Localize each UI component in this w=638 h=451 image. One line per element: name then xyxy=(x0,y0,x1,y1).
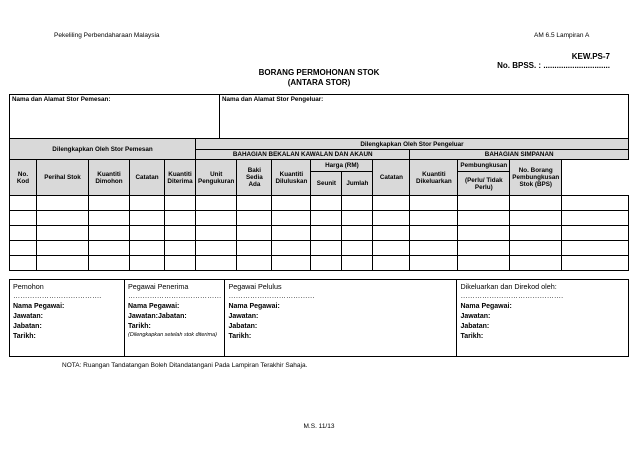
item-cell[interactable] xyxy=(272,241,311,256)
item-cell[interactable] xyxy=(130,211,165,226)
group-header-issuer: Dilengkapkan Oleh Stor Pengeluar xyxy=(196,139,629,150)
penerima-note: (Dilengkapkan setelah stok diterima) xyxy=(128,332,217,338)
col-kuantiti-dikeluarkan: Kuantiti Dikeluarkan xyxy=(410,160,458,196)
item-cell[interactable] xyxy=(311,226,342,241)
item-cell[interactable] xyxy=(410,196,458,211)
item-cell[interactable] xyxy=(10,196,37,211)
item-cell[interactable] xyxy=(410,226,458,241)
item-cell[interactable] xyxy=(510,196,562,211)
form-title xyxy=(0,68,638,88)
item-cell[interactable] xyxy=(196,226,237,241)
pemohon-nama: Nama Pegawai: xyxy=(13,303,65,310)
item-cell[interactable] xyxy=(89,226,130,241)
col-unit-pengukuran: Unit Pengukuran xyxy=(196,160,237,196)
item-cell[interactable] xyxy=(562,211,629,226)
penerima-block[interactable] xyxy=(125,280,225,357)
item-cell[interactable] xyxy=(165,241,196,256)
penerima-title: Pegawai Penerima xyxy=(128,282,189,291)
title-line-2: (ANTARA STOR) xyxy=(287,78,351,87)
item-cell[interactable] xyxy=(410,241,458,256)
item-cell[interactable] xyxy=(562,226,629,241)
item-cell[interactable] xyxy=(130,256,165,271)
item-cell[interactable] xyxy=(196,256,237,271)
item-cell[interactable] xyxy=(311,241,342,256)
item-cell[interactable] xyxy=(373,211,410,226)
stock-items-table xyxy=(9,138,629,271)
pelulus-title: Pegawai Pelulus xyxy=(228,282,282,291)
item-cell[interactable] xyxy=(311,256,342,271)
col-kuantiti-dimohon: Kuantiti Dimohon xyxy=(89,160,130,196)
item-cell[interactable] xyxy=(10,211,37,226)
pemohon-signature-line: ………………………………. xyxy=(13,291,102,300)
pelulus-block[interactable] xyxy=(225,280,457,357)
bpss-number-field[interactable]: No. BPSS. : .............................. xyxy=(497,61,610,70)
col-kuantiti-diluluskan: Kuantiti Diluluskan xyxy=(272,160,311,196)
col-catatan-2: Catatan xyxy=(373,160,410,196)
col-seunit: Seunit xyxy=(311,172,342,196)
signature-table xyxy=(9,279,629,357)
item-cell[interactable] xyxy=(196,211,237,226)
section-supply-control: BAHAGIAN BEKALAN KAWALAN DAN AKAUN xyxy=(196,150,410,160)
pengeluar-jabatan: Jabatan: xyxy=(460,323,490,330)
item-cell[interactable] xyxy=(37,256,89,271)
item-cell[interactable] xyxy=(410,256,458,271)
item-cell[interactable] xyxy=(458,226,510,241)
page-number: M.S. 11/13 xyxy=(303,423,335,430)
col-jumlah: Jumlah xyxy=(342,172,373,196)
item-cell[interactable] xyxy=(458,196,510,211)
item-cell[interactable] xyxy=(562,196,629,211)
item-cell[interactable] xyxy=(89,211,130,226)
col-perlu-tidak-perlu: (Perlu/ Tidak Perlu) xyxy=(458,172,510,196)
address-table xyxy=(9,94,629,139)
col-no-kod: No. Kod xyxy=(10,160,37,196)
item-cell[interactable] xyxy=(89,196,130,211)
item-cell[interactable] xyxy=(562,241,629,256)
pengeluar-signature-line: ……………………………………. xyxy=(460,291,564,300)
pemohon-jabatan: Jabatan: xyxy=(13,323,42,330)
group-header-requester: Dilengkapkan Oleh Stor Pemesan xyxy=(10,139,196,160)
item-cell[interactable] xyxy=(165,211,196,226)
requester-address-label: Nama dan Alamat Stor Pemesan: xyxy=(12,96,111,103)
item-cell[interactable] xyxy=(410,211,458,226)
item-cell[interactable] xyxy=(510,211,562,226)
pelulus-tarikh: Tarikh: xyxy=(228,333,252,340)
penerima-signature-line: ………………………………… xyxy=(128,291,222,300)
signature-note: NOTA: Ruangan Tandatangan Boleh Ditandatangani Pada Lampiran Terakhir Sahaja. xyxy=(62,362,308,369)
col-kuantiti-diterima: Kuantiti Diterima xyxy=(165,160,196,196)
col-catatan-1: Catatan xyxy=(130,160,165,196)
pemohon-tarikh: Tarikh: xyxy=(13,333,36,340)
item-cell[interactable] xyxy=(165,256,196,271)
pengeluar-jawatan: Jawatan: xyxy=(460,313,491,320)
item-cell[interactable] xyxy=(373,256,410,271)
item-cell[interactable] xyxy=(37,211,89,226)
item-cell[interactable] xyxy=(272,256,311,271)
item-cell[interactable] xyxy=(196,241,237,256)
item-cell[interactable] xyxy=(458,241,510,256)
item-cell[interactable] xyxy=(237,226,272,241)
item-cell[interactable] xyxy=(272,196,311,211)
item-cell[interactable] xyxy=(342,256,373,271)
col-pembungkusan: Pembungkusan xyxy=(458,160,510,172)
item-cell[interactable] xyxy=(458,211,510,226)
item-row xyxy=(10,241,629,256)
penerima-nama: Nama Pegawai: xyxy=(128,303,180,310)
item-row xyxy=(10,226,629,241)
item-cell[interactable] xyxy=(272,211,311,226)
item-cell[interactable] xyxy=(37,196,89,211)
penerima-jawatan-jabatan: Jawatan:Jabatan: xyxy=(128,313,187,320)
item-cell[interactable] xyxy=(237,241,272,256)
col-harga: Harga (RM) xyxy=(311,160,373,172)
pemohon-jawatan: Jawatan: xyxy=(13,313,43,320)
item-cell[interactable] xyxy=(196,196,237,211)
circular-reference: Pekeliling Perbendaharaan Malaysia xyxy=(54,32,160,39)
title-line-1: BORANG PERMOHONAN STOK xyxy=(258,68,380,77)
pelulus-jabatan: Jabatan: xyxy=(228,323,258,330)
item-cell[interactable] xyxy=(130,241,165,256)
issuer-address-label: Nama dan Alamat Stor Pengeluar: xyxy=(222,96,324,103)
item-row xyxy=(10,211,629,226)
item-cell[interactable] xyxy=(89,241,130,256)
pengeluar-block[interactable] xyxy=(457,280,629,357)
col-no-borang-bps: No. Borang Pembungkusan Stok (BPS) xyxy=(510,160,562,196)
item-cell[interactable] xyxy=(342,226,373,241)
pelulus-jawatan: Jawatan: xyxy=(228,313,259,320)
pemohon-title: Pemohon xyxy=(13,282,44,291)
item-cell[interactable] xyxy=(37,226,89,241)
item-cell[interactable] xyxy=(130,226,165,241)
item-cell[interactable] xyxy=(10,241,37,256)
item-cell[interactable] xyxy=(311,196,342,211)
item-cell[interactable] xyxy=(342,241,373,256)
pemohon-block[interactable] xyxy=(10,280,125,357)
col-perihal-stok: Perihal Stok xyxy=(37,160,89,196)
item-cell[interactable] xyxy=(165,196,196,211)
item-cell[interactable] xyxy=(37,241,89,256)
pengeluar-title: Dikeluarkan dan Direkod oleh: xyxy=(460,282,557,291)
item-row xyxy=(10,256,629,271)
pelulus-signature-line: ……………………………… xyxy=(228,291,315,300)
pengeluar-tarikh: Tarikh: xyxy=(460,333,484,340)
item-cell[interactable] xyxy=(89,256,130,271)
item-cell[interactable] xyxy=(237,196,272,211)
item-cell[interactable] xyxy=(373,226,410,241)
section-storage: BAHAGIAN SIMPANAN xyxy=(410,150,629,160)
pelulus-nama: Nama Pegawai: xyxy=(228,303,280,310)
item-cell[interactable] xyxy=(10,256,37,271)
item-cell[interactable] xyxy=(311,211,342,226)
item-cell[interactable] xyxy=(342,196,373,211)
item-cell[interactable] xyxy=(272,226,311,241)
col-baki-sedia-ada: Baki Sedia Ada xyxy=(237,160,272,196)
item-cell[interactable] xyxy=(562,256,629,271)
item-cell[interactable] xyxy=(130,196,165,211)
item-cell[interactable] xyxy=(342,211,373,226)
item-cell[interactable] xyxy=(373,241,410,256)
requester-store-address[interactable] xyxy=(10,95,220,139)
item-cell[interactable] xyxy=(10,226,37,241)
pengeluar-nama: Nama Pegawai: xyxy=(460,303,512,310)
form-code: KEW.PS-7 xyxy=(571,52,610,61)
item-cell[interactable] xyxy=(237,256,272,271)
item-cell[interactable] xyxy=(165,226,196,241)
item-cell[interactable] xyxy=(510,226,562,241)
item-cell[interactable] xyxy=(373,196,410,211)
item-row xyxy=(10,196,629,211)
item-cell[interactable] xyxy=(237,211,272,226)
item-cell[interactable] xyxy=(510,256,562,271)
item-cell[interactable] xyxy=(510,241,562,256)
issuer-store-address[interactable] xyxy=(220,95,629,139)
appendix-reference: AM 6.5 Lampiran A xyxy=(534,32,590,39)
item-cell[interactable] xyxy=(458,256,510,271)
penerima-tarikh: Tarikh: xyxy=(128,323,151,330)
